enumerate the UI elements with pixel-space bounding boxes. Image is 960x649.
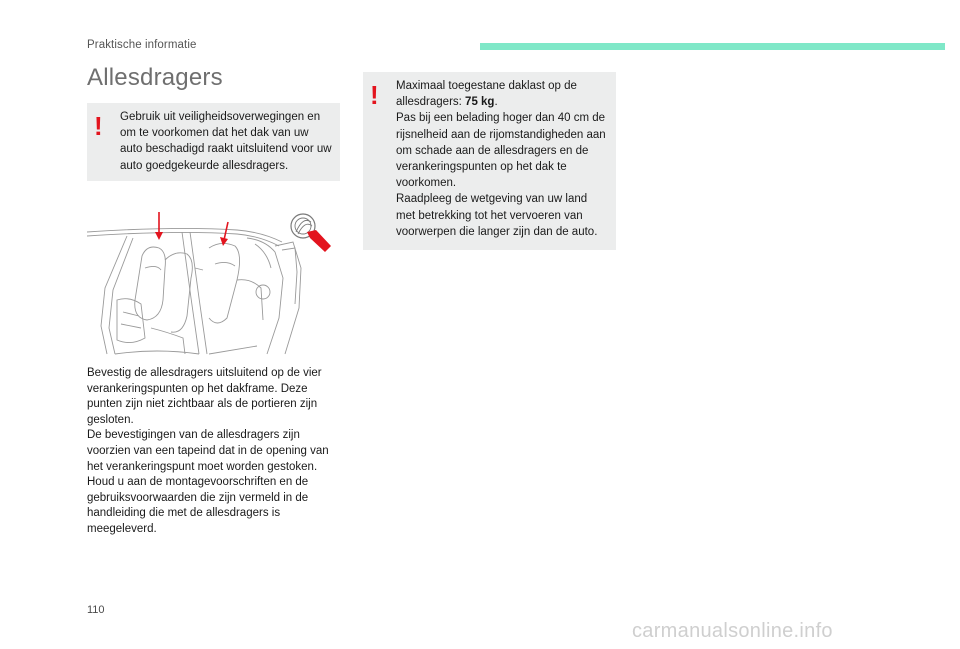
body-paragraph-3: Houd u aan de montagevoorschriften en de gebruiksvoorwaarden die zijn vermeld in de handleiding die met de allesdragers is meegeleverd. [87, 476, 309, 535]
warning-box-load [363, 72, 616, 250]
roof-anchor-illustration [87, 208, 340, 355]
body-text [87, 366, 345, 538]
exclamation-icon: ! [94, 111, 103, 141]
warning-law-text: Raadpleeg de wetgeving van uw land met betrekking tot het vervoeren van voorwerpen die langer zijn dan de auto. [396, 193, 598, 238]
load-intro-end: . [494, 96, 498, 109]
section-label: Praktische informatie [87, 39, 197, 51]
page-title: Allesdragers [87, 64, 223, 91]
warning-text: Gebruik uit veiligheidsoverwegingen en om te voorkomen dat het dak van uw auto beschadigd raakt uitsluitend voor uw auto goedgekeurde allesdragers. [120, 111, 332, 172]
load-intro: Maximaal toegestane daklast op de allesdragers: [396, 80, 577, 109]
watermark: carmanualsonline.info [632, 620, 833, 642]
header-accent-bar [480, 43, 945, 50]
exclamation-icon: ! [370, 80, 379, 110]
warning-speed-text: Pas bij een belading hoger dan 40 cm de rijsnelheid aan de rijomstandigheden aan om schade aan de allesdragers en de verankeringspunten op het dak te voorkomen. [396, 112, 606, 190]
max-load-value: 75 kg [465, 96, 495, 109]
warning-box-compatibility [87, 103, 340, 181]
body-paragraph-1: Bevestig de allesdragers uitsluitend op de vier verankeringspunten op het dakframe. Deze punten zijn niet zichtbaar als de portieren zijn gesloten. [87, 367, 322, 426]
page-number: 110 [87, 604, 105, 616]
body-paragraph-2: De bevestigingen van de allesdragers zijn voorzien van een tapeind dat in de opening van het verankeringspunt moet worden gestoken. [87, 429, 329, 473]
warning-load-text [396, 78, 608, 110]
